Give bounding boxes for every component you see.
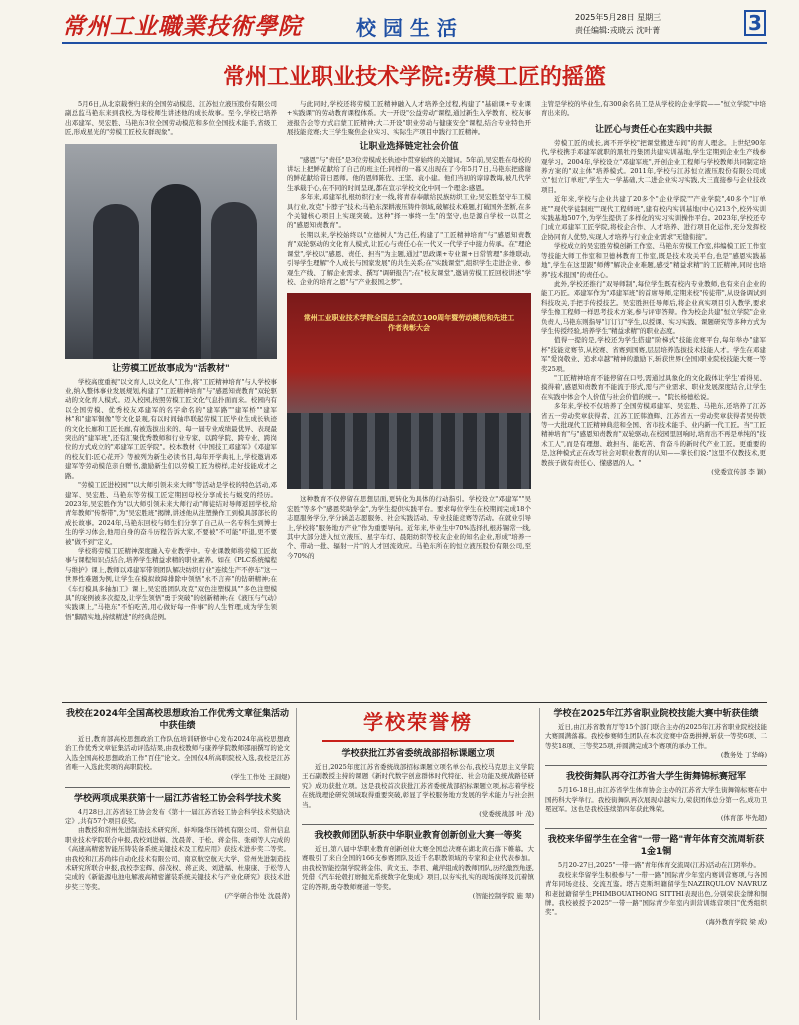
- honor-banner-rule: [322, 740, 514, 742]
- col2-paragraph-4: 长期以来,学校始终以"立德树人"为己任,构建了"工匠精神培育"与"感恩知责教育"双轮驱动的文化育人模式,让匠心与责任心在一代又一代学子中接力传承。在"理论课堂",学校以"感恩、责任、担当"为主题,通过"思政课+专业课+日常管理"多维联动,引导学生理解"个人成长与国家发展"的共生关系;在"实践课堂",组织学生走进企业、参观生产线、了解企业需求、撰写"调研报告";在"校友课堂",邀请劳模工匠回校讲述"学校、企业的培育之恩"与"产业报国之梦"。: [287, 230, 531, 286]
- col2-paragraph-3: 多年来,邓建军扎根纺织行业一线,将青春奉献给民族纺织工业;吴宏胜坚守车工模具行业,攻克"卡脖子"技术;马艳东深耕液压铸件领域,破解技术难题,打破国外垄断,在多个关键核心项目上实现突破。这种"择一事终一生"的坚守,也是源自学校一以贯之的"感恩知责教育"。: [287, 193, 531, 230]
- left-story-2-body-2: 由教授和常州先进制造技术研究所、蚌埠隆华压铸机有限公司、常州信息职业技术学院联合申报,我校刘进福、沈晨菁、于松、蒋金伟、张硕等人完成的《高速高精密智能压铸装备系统关键技术及工程应用》获技术进步奖二等奖。由我校和江苏尚纬自动化技术有限公司、南京航空航天大学、常州先进制造技术研究所联合申报,我校李宏辉、薛茂权、蒋正炎、刘进福、杜康康、于松等人完成的《新能源电池电解液高精密灌装系统关键技术与产业化研究》获技术进步奖三等奖。: [65, 826, 290, 891]
- bottom-right-col: [545, 708, 767, 1020]
- stage-banner: 常州工业职业技术学院全国总工会成立100周年暨劳动模范和先进工作者表彰大会: [303, 314, 515, 333]
- col-divider: [539, 708, 540, 1020]
- col1-paragraph-1: 学校高度重视"以文育人,以文化人"工作,将"工匠精神培育"与人学校事业,纳入整体事业发展规划,构建了"工匠精神培育"与"感恩知责教育"双轮驱动的文化育人模式。迈入校园,按照劳模工匠文化气息扑面而来。校园内有以全国劳模、优秀校友邓建军的名字命名的"建军路""建军桥""建军林"和"建军铜像"等文化景观,有以时间轴串联起劳模工匠毕业生成长轨迹的文化长廊和工匠长廊,有被选拔出来的、每一届专业成绩最优异、表现最突出的"建军班",还有汇聚优秀教师和行业专家、以跨学院、跨专业、跨岗位的方式成立的"邓建军工匠学院"。校本教材《中国技工邓建军》《邓建军的校友们:匠心花开》等被列为新生必读书目,每年开学典礼上,学校邀请邓建军等劳动模范亲自赠书,激励新生们以劳模工匠为榜样,走好技能成才之路。: [65, 377, 277, 480]
- col3-paragraph-6: 值得一提的是,学校还为学生搭建"阶梯式"技能竞赛平台,每年举办"建军杯"技能竞赛节,从校赛、省赛到国赛,层层培养选拔技术技能人才。学生在邓建军"爱岗敬业、追求卓越"精神的激励下,斩获世界(全国)职业院校技能大赛一等奖25项。: [541, 336, 766, 373]
- left-story-1-byline: (学生工作处 王洞煜): [230, 772, 290, 781]
- col2-paragraph-5: 这种教育不仅停留在思想层面,更转化为具体的行动指引。学校设立"邓建军""吴宏胜"等多个"感恩奖助学金",为学生提供实践平台。要求每位学生在校期间完成18个志愿服务学分,学分涵盖志愿服务、社会实践活动、专业技能竞赛等活动。在就业引导上,学校将"服务地方产业"作为重要导向。近年来,毕业生中70%选择扎根苏锡常一线,其中大部分进入恒立液压、星宇车灯、晨阳纺织等校友企业的知名企业,形成"培养一个、带动一批、辐射一片"的人才回流效应。马艳东所在的恒立液压股份有限公司,至今70%的: [287, 495, 531, 560]
- honor-divider: [302, 824, 534, 825]
- right-story-1-title: 学校在2025年江苏省职业院校技能大赛中斩获佳绩: [553, 709, 759, 719]
- col3-paragraph-8: 多年来,学校不仅培养了全国劳模邓建军、吴宏胜、马艳东,还培养了江苏省五一劳动奖章获得者、江苏工匠韩渔辉、江苏省五一劳动奖章获得者吴传铁等一大批现代工匠精神典范和全国、省市技术能手、业内新一代工匠。当"工匠精神培育"与"感恩知责教育"双轮驱动,在校园里回响时,培育出不再是单纯的"技术工人",而是有理想、敢担当、能吃苦、肯奋斗的新时代产业工匠。更重要的是,这种模式正在改写社会对职业教育的认知——掌长们说:"这里不仅教技术,更教孩子做有责任心、懂感恩的人。": [541, 402, 766, 467]
- honor-story-1-body: 近日,2025年度江苏省委统战部招标课题立项名单公布,我校马克思主义学院王石副教授主持的课题《新时代数字创意群体时代特征、社会功能及统战路径研究》成功获批立项。这是我校首次获批江苏省委统战部招标课题立项,标志着学校在统战理论研究领域取得重要突破,彰显了学校服务地方发展的学术能力与社会担当。: [302, 763, 534, 809]
- section-title: 校 园 生 活: [356, 16, 457, 40]
- issue-date: 2025年5月28日 星期三: [575, 13, 662, 22]
- bottom-left-col: [65, 708, 290, 1020]
- right-story-2-body: 5月16-18日,由江苏省学生体育协会主办的江苏省大学生街舞锦标赛在中国药科大学举行。我校街舞队再次展现卓越实力,荣获团体总分第一名,成功卫冕冠军。这也是我校连续第四年获此殊荣。: [545, 786, 767, 814]
- col3-paragraph-7: "工匠精神培育不能停留在口号,需通过具象化的文化载体让学生'看得见、摸得着',感恩知责教育不能流于形式,需与产业需求、职业发展深度结合,让学生在实践中体会个人价值与社会价值的统一。"院长杨德松说。: [541, 373, 766, 401]
- left-divider: [65, 787, 290, 788]
- photo-mayandong-with-teachers: [65, 144, 277, 359]
- honor-story-2-byline: (智能控制学院 施 翠): [472, 892, 534, 901]
- col1-paragraph-2: "劳模工匠进校园""以大师引领未来大师"等活动是学校的特色活动,邓建军、吴宏胜、马艳东等劳模工匠定期回母校分享成长与蜕变的经历。2023年,吴宏胜作为"以大师引领未来大师行动"师徒结对导师返回学校,给青年教师"传帮带",为"吴宏胜班"揭牌,讲述他从注塑操作工到模具部部长的成长故事。2024年,马艳东回校与师生们分享了自己从一名专科生到博士生的学习体会,他用自身的奋斗历程告诉大家,不要被"不可能"吓退,更不要被"做不到"定义。: [65, 481, 277, 546]
- person-figure: [211, 202, 257, 359]
- right-divider: [545, 765, 767, 766]
- honor-story-1-byline: (党委统战部 叶 茂): [479, 810, 534, 819]
- right-story-1-body: 近日,由江苏省教育厅等15个部门联合主办的2025年江苏省职业院校技能大赛圆满落幕。我校参赛师生团队在本次竞赛中奋勇拼搏,斩获一等奖6项、二等奖18项、三等奖25项,并圆满完成3个赛项的承办工作。: [545, 723, 767, 750]
- right-divider: [545, 828, 767, 829]
- main-byline: (党委宣传部 李 颖): [711, 468, 766, 477]
- masthead: [0, 0, 799, 52]
- col3-paragraph-5: 此外,学校还推行"双导师制",每位学生既有校内专业教师,也有来自企业的能工巧匠。邓建军作为"邓建军班"的首席导师,定期来校"传徒带",从设备调试到科技攻关,手把手传授技艺。吴宏胜担任导师后,将企业真实项目引入教学,要求学生像工程师一样思考技术方案,参与评审答辩。作为校企共建"恒立学院"企业负责人,马艳东则指导"订订订"学生,以授课、实习实践、课题研究等多种方式为学生传授经验,培养学生"精益求精"的职业态度。: [541, 279, 766, 335]
- subheading-3: 让匠心与责任心在实践中共振: [594, 124, 712, 135]
- honor-roll: [302, 708, 534, 1020]
- left-story-2-body-1: 4月28日,江苏省轻工协会发布《第十一届江苏省轻工协会科学技术奖励决定》,共有57个项目获奖。: [65, 807, 290, 826]
- subheading-2: 让职业选择链定社会价值: [359, 141, 459, 152]
- col2-paragraph-1: 与此同时,学校还将劳模工匠精神融入人才培养全过程,构建了"基础课+专业课+实践课"的劳动教育课程体系。大一开设"公益劳动"课程,通过新生入学教育、校友事迹报告会等方式启蒙工匠精神;大二开设"职业劳动与健康安全"课程,结合专业特色开展技能竞赛;大三学生聚焦企业实习、实际生产项目中践行工匠精神。: [287, 100, 531, 137]
- honor-story-2-title: 我校教师团队斩获中华职业教育创新创业大赛一等奖: [314, 831, 522, 842]
- col-divider: [296, 708, 297, 1020]
- honor-banner: 学校荣誉榜: [363, 710, 473, 734]
- col3-paragraph-2: 劳模工匠的成长,离不开学校"把课堂搬进车间"的育人理念。上世纪90年代,学校携手邓建军就职的黑牡丹集团共建实训基地,学生定期到企业生产线参观学习。2004年,学校设立"邓建军班",开创企业工程师与学校教师共同制定培养方案的"双主体"培养模式。2011年,学校与江苏恒立液压股份有限公司成立"恒立订单班",学生大一学基础,大二进企业实习实践,大三直接参与企业技改项目。: [541, 138, 766, 194]
- left-story-1-body: 近日,教育部高校思想政治工作队伍培训研修中心发布2024年高校思想政治工作优秀文章征集活动评选结果,由我校教师与康养学院教师邵丽撰写的论文入选全国高校思想政治工作"百佳"论文。全国仅4所高职院校入选,我校是江苏省唯一入选此奖项的高职院校。: [65, 735, 290, 772]
- page-number: 3: [744, 10, 766, 36]
- left-story-2-title: 学校两项成果获第十一届江苏省轻工协会科学技术奖: [73, 793, 281, 804]
- right-story-1-byline: (教务处 丁华峰): [720, 751, 767, 760]
- main-col-2: [287, 100, 531, 695]
- right-story-3-title: 我校来华留学生在全省"一带一路"青年体育交流周斩获1金1铜: [547, 835, 765, 858]
- col3-paragraph-4: 学校成立的吴宏胜劳模创新工作室、马艳东劳模工作室,纬编模工匠工作室等技能大师工作室和卫德林教育工作室,既是技术攻关平台,也是"感恩实践基地",学生在这里跟"师傅"解决企业难题,感受"精益求精"的工匠精神,同时也培养"技术报国"的责任心。: [541, 242, 766, 279]
- subheading-1: 让劳模工匠故事成为"活教材": [112, 363, 230, 374]
- person-figure: [151, 184, 201, 359]
- right-story-3-byline: (海外教育学院 梁 成): [705, 917, 767, 926]
- masthead-rule: [62, 42, 767, 44]
- honor-story-2-body: 近日,第八届中华职业教育创新创业大赛全国总决赛在湖北黄石落下帷幕。大赛吸引了来自全国的166支参赛团队及近千名职教领域的专家和企业代表参加。由我校智能控制学院蒋金伟、黄文玉、李君、戴萍组成的教师团队,历经激烈角逐,凭借《汽车轮毂打磨抛光系统数字化集成》项目,以夯实扎实的现场演绎及沉着镇定的答辩,勇夺教师赛道一等奖。: [302, 845, 534, 891]
- photo-award-ceremony: [287, 293, 531, 489]
- main-col-3: [541, 100, 766, 695]
- col2-paragraph-2: "感恩"与"责任"是3位劳模成长轨迹中贯穿始终的关键词。5年前,吴宏胜在母校的讲坛上把鲜花献给了自己的班主任;同样的一幕又出现在了今年5月7日,马艳东把感谢的鲜花献给昔日恩师。他的恩师陈佐、王坚、袁小建。他们当初的谆谆教诲,被几代学生承载于心,在不同的时间呈现,都在宣示学校文化中同一个理念:感恩。: [287, 155, 531, 192]
- col3-paragraph-3: 近年来,学校与企业共建了20多个"企业学院""产业学院",40多个"订单班""现代学徒制班""现代工程师班",建有校内实训基地(中心)213个,校外实训实践基地507个,为学生提供了多样化的实习实训操作平台。2023年,学校还专门成立邓建军工匠学院,将校企合作、人才培养、进行项目化运作,充分发挥校企协同育人优势,实现人才培养与行业企业需求"无缝衔接"。: [541, 195, 766, 241]
- person-figure: [93, 204, 139, 359]
- people-row: [287, 413, 531, 489]
- section-divider: [62, 702, 767, 703]
- main-col-1: [65, 100, 277, 695]
- left-story-1-title: 我校在2024年全国高校思想政治工作优秀文章征集活动中获佳绩: [65, 709, 290, 731]
- right-story-2-byline: (体育部 毕先超): [720, 814, 767, 823]
- main-headline: 常州工业职业技术学院:劳模工匠的摇篮: [223, 65, 606, 90]
- col1-paragraph-3: 学校将劳模工匠精神深度融入专业教学中。专业课教师将劳模工匠故事与课程知识点结合,培养学生精益求精的职业素养。如在《PLC系统编程与维护》课上,教师以邓建军带领团队解决纺织行业"连续生产不停车"这一世界性难题为例,让学生在模拟故障排除中领悟"永不言弃"的钻研精神;在《车灯模具多轴加工》课上,吴宏胜团队攻克"双色注塑模具""多色注塑模具"的案例被多次提及,让学生领悟"勇于突破"的创新精神;在《液压与气动》实践课上,"马艳东"不怕吃苦,用心做好每一件事"的人生哲理,成为学生领悟"脚踏实地,持续精进"的经典范例。: [65, 546, 277, 621]
- editors: 责任编辑:戎晓云 沈叶菁: [575, 26, 661, 35]
- honor-story-1-title: 学校获批江苏省委统战部招标课题立项: [341, 749, 495, 759]
- right-story-2-title: 我校街舞队再夺江苏省大学生街舞锦标赛冠军: [565, 772, 746, 783]
- col3-paragraph-1: 主管是学校的毕业生,有300余名员工是从学校的企业学院——"恒立学院"中培育出来的。: [541, 100, 766, 118]
- right-story-3-body-1: 5月20-27日,2025"一带一路"青年体育交流周(江苏)活动在江阴举办。: [558, 861, 761, 870]
- right-story-3-body-2: 我校来华留学生积极参与"一带一路"国际青少年室内赛训营赛项,与各国青年同场竞技、交流互鉴。塔吉克斯坦籍留学生NAZIRQULOV NAVRUZ和老挝籍留学生PHIMBOUATHONG SITTHI表现出色,分别荣获金牌和铜牌。我校被授予2025"一带一路"国际青少年室内训营训练营项目"优秀组织奖"。: [545, 870, 767, 917]
- left-story-2-byline: (产学研合作处 沈晨菁): [224, 892, 290, 901]
- paper-name: 常州工业職業技術學院: [62, 13, 302, 40]
- intro-paragraph: 5月6日,从北京载誉归来的全国劳动模范、江苏恒立液压股份有限公司副总监马艳东来到我校,为母校师生讲述他的成长故事。至今,学校已培养出邓建军、吴宏胜、马艳东3位全国劳动模范和多位全国技术能手,省级工匠,形成星光的"劳模工匠校友群现象"。: [65, 100, 277, 137]
